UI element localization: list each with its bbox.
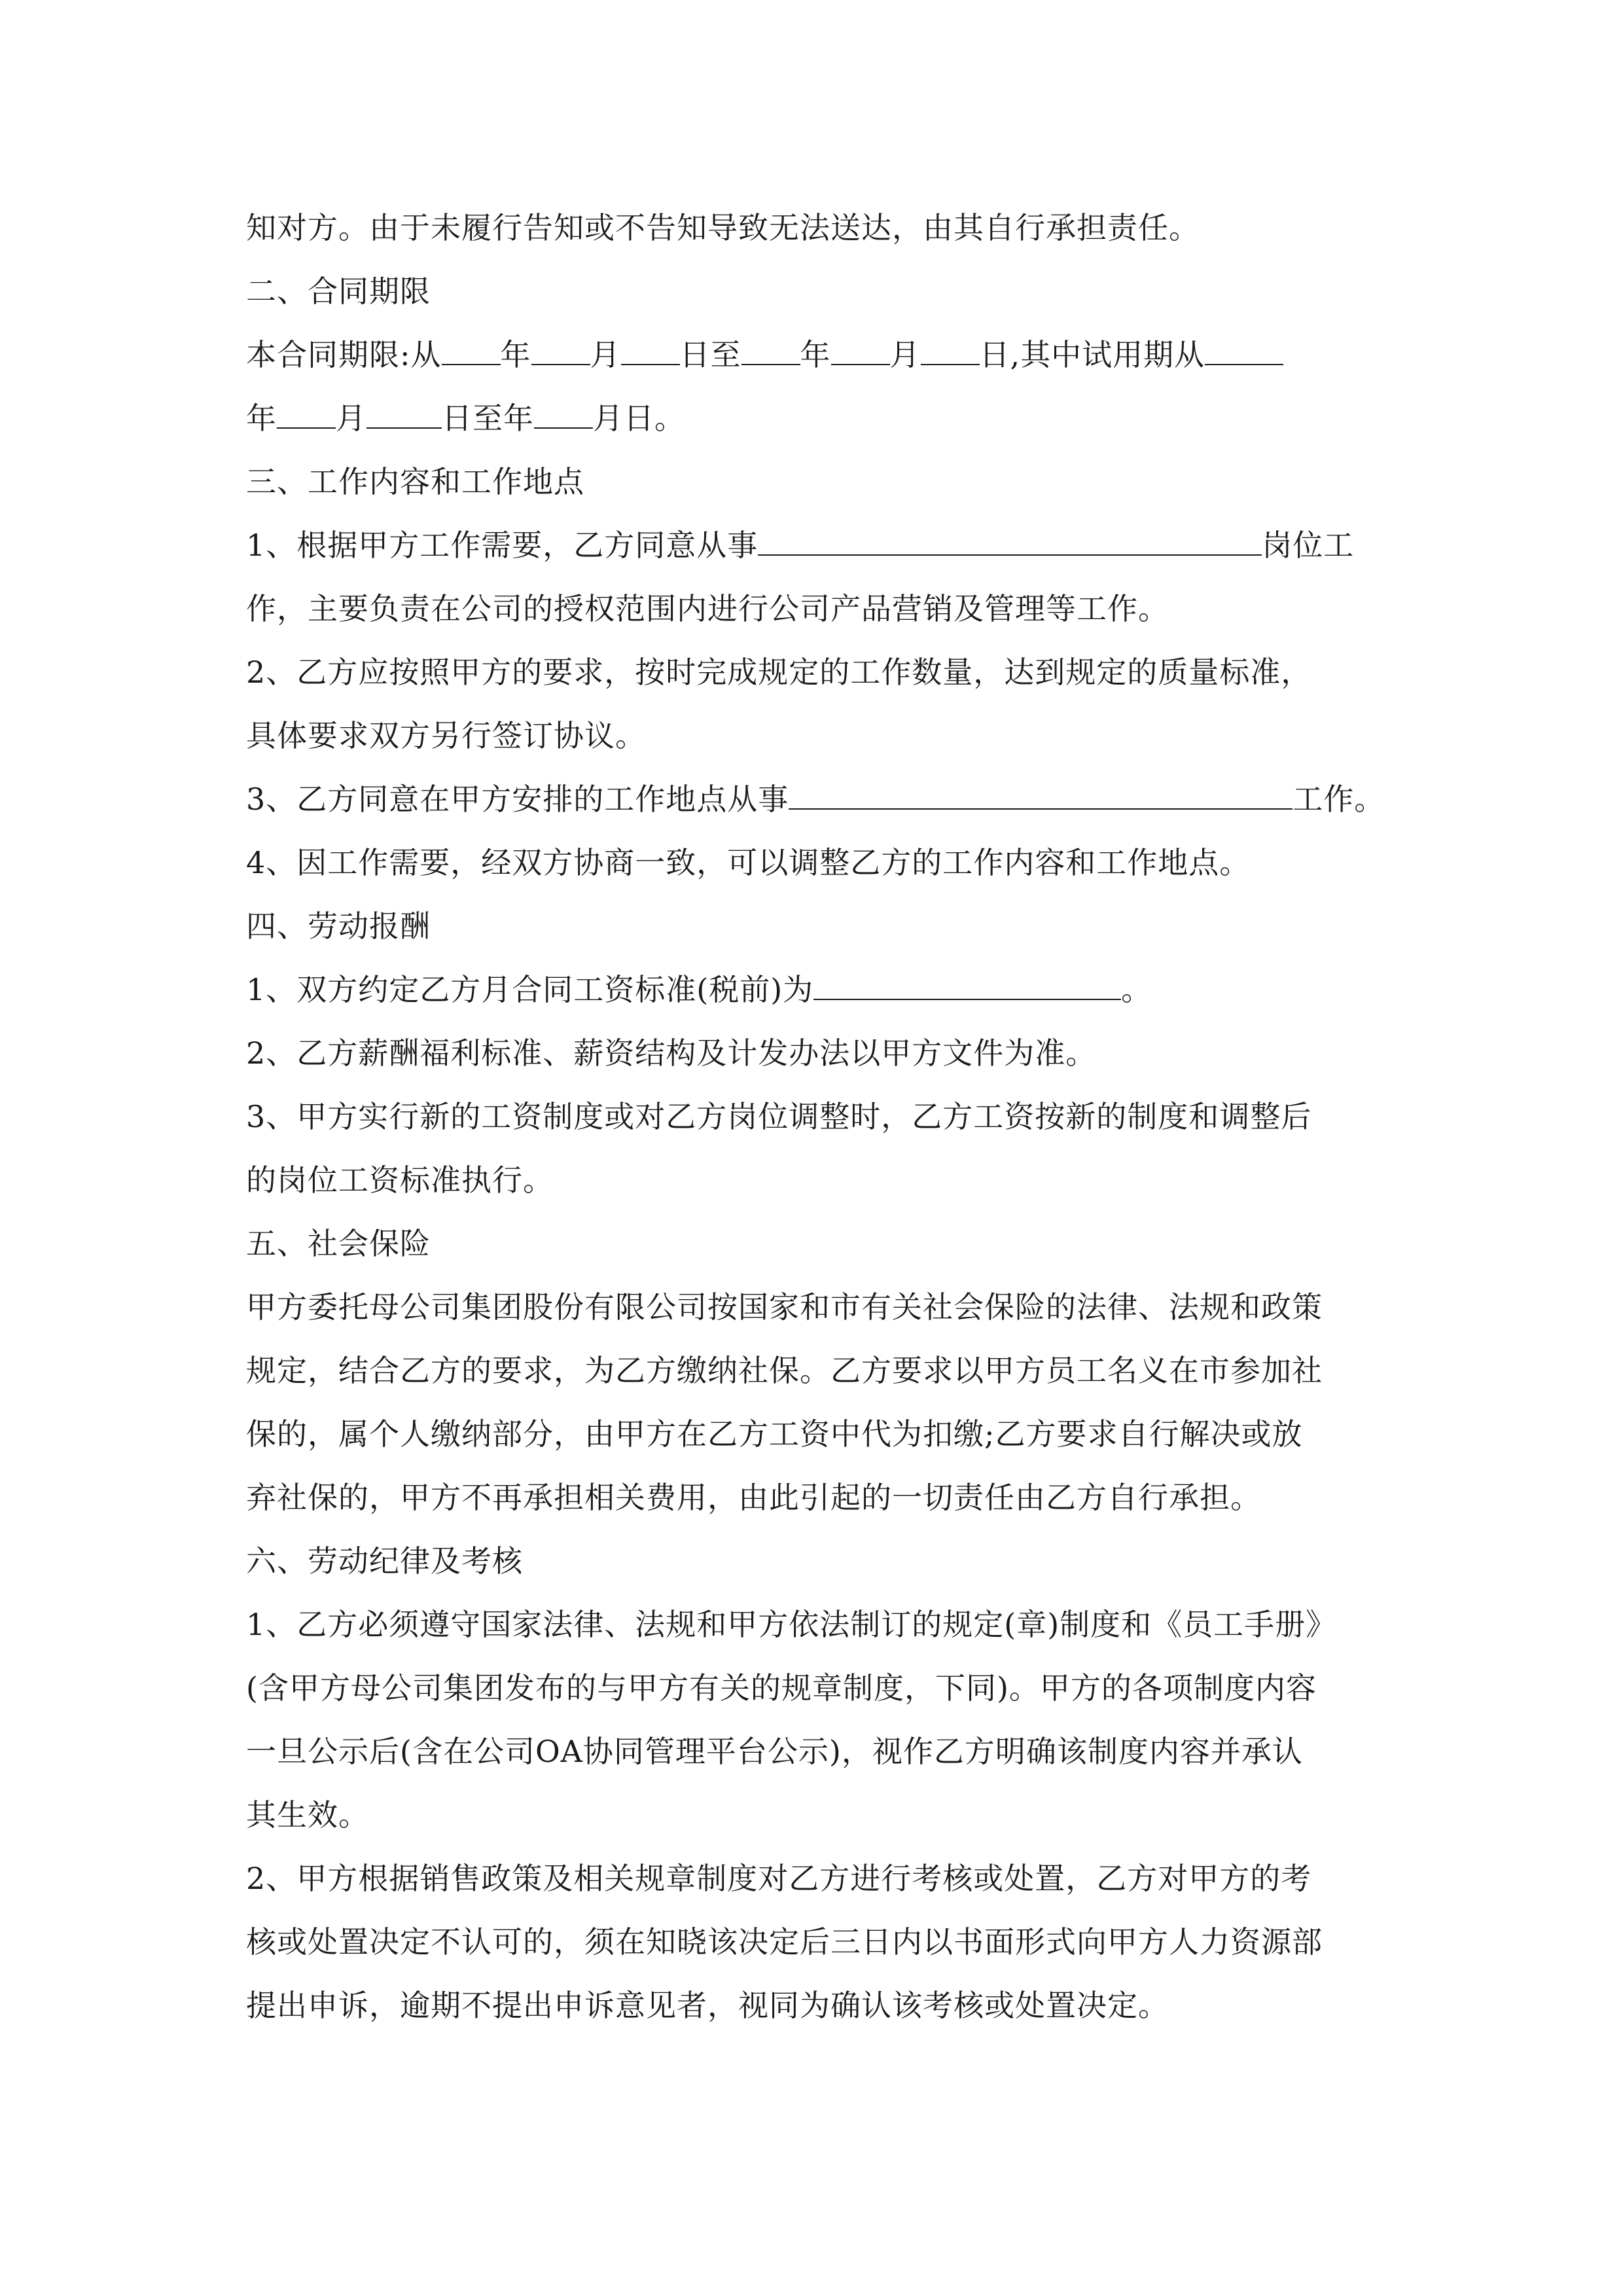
- text-segment: 1、双方约定乙方月合同工资标准(税前)为: [246, 972, 814, 1007]
- text-segment: 1、乙方必须遵守国家法律、法规和甲方依法制订的规定(章)制度和《员工手册》: [246, 1607, 1337, 1642]
- text-line: [246, 768, 1385, 831]
- text-segment: 三、工作内容和工作地点: [246, 464, 584, 499]
- text-segment: 弃社保的，甲方不再承担相关费用，由此引起的一切责任由乙方自行承担。: [246, 1480, 1261, 1515]
- fill-in-blank: [921, 363, 980, 365]
- text-line: [246, 577, 1380, 641]
- text-segment: 一旦公示后(含在公司OA协同管理平台公示)，视作乙方明确该制度内容并承认: [246, 1734, 1303, 1769]
- fill-in-blank: [277, 427, 336, 429]
- text-line: [246, 1974, 1380, 2037]
- section-heading-work: [246, 450, 1380, 514]
- text-segment: 本合同期限:从: [246, 337, 442, 372]
- text-segment: 六、劳动纪律及考核: [246, 1543, 523, 1579]
- text-segment: 具体要求双方另行签订协议。: [246, 718, 646, 753]
- text-segment: 月日。: [593, 401, 685, 436]
- text-line: [246, 1784, 1380, 1847]
- text-segment: 日至: [679, 337, 741, 372]
- text-line: [246, 1593, 1380, 1657]
- text-segment: 规定，结合乙方的要求，为乙方缴纳社保。乙方要求以甲方员工名义在市参加社: [246, 1353, 1323, 1388]
- text-segment: 。: [1121, 972, 1152, 1007]
- text-line: [246, 1149, 1380, 1212]
- text-line: [246, 1657, 1380, 1720]
- fill-in-blank: [758, 554, 1262, 556]
- text-line: [246, 831, 1380, 895]
- text-segment: 年: [246, 401, 277, 436]
- text-segment: 1、根据甲方工作需要，乙方同意从事: [246, 528, 758, 563]
- text-segment: 年: [800, 337, 831, 372]
- text-segment: 岗位工: [1262, 528, 1355, 563]
- text-segment: 2、甲方根据销售政策及相关规章制度对乙方进行考核或处置，乙方对甲方的考: [246, 1861, 1312, 1896]
- text-line: [246, 1022, 1380, 1085]
- text-segment: 五、社会保险: [246, 1226, 431, 1261]
- text-segment: 作，主要负责在公司的授权范围内进行公司产品营销及管理等工作。: [246, 591, 1169, 626]
- section-heading-pay: [246, 895, 1380, 958]
- text-segment: 甲方委托母公司集团股份有限公司按国家和市有关社会保险的法律、法规和政策: [246, 1289, 1323, 1325]
- text-line: [246, 704, 1380, 768]
- text-line: [246, 1910, 1380, 1974]
- text-line: [246, 1085, 1380, 1149]
- text-line: [246, 641, 1380, 704]
- text-segment: 日,其中试用期从: [979, 337, 1205, 372]
- fill-in-blank: [831, 363, 890, 365]
- text-line: [246, 514, 1380, 577]
- text-line: [246, 1466, 1380, 1530]
- contract-page: [246, 196, 1385, 2037]
- fill-in-blank: [534, 427, 593, 429]
- text-segment: 年: [500, 337, 531, 372]
- fill-in-blank: [789, 808, 1293, 810]
- text-segment: 2、乙方薪酬福利标准、薪资结构及计发办法以甲方文件为准。: [246, 1035, 1097, 1071]
- text-segment: 二、合同期限: [246, 274, 431, 309]
- text-segment: 3、甲方实行新的工资制度或对乙方岗位调整时，乙方工资按新的制度和调整后: [246, 1099, 1312, 1134]
- text-segment: 的岗位工资标准执行。: [246, 1162, 554, 1198]
- text-segment: 2、乙方应按照甲方的要求，按时完成规定的工作数量，达到规定的质量标准，: [246, 655, 1312, 690]
- text-segment: 4、因工作需要，经双方协商一致，可以调整乙方的工作内容和工作地点。: [246, 845, 1251, 880]
- text-line: [246, 1276, 1380, 1339]
- text-segment: 日至年: [442, 401, 534, 436]
- fill-in-blank: [813, 998, 1121, 1000]
- fill-in-blank: [621, 363, 680, 365]
- section-heading-term: [246, 260, 1380, 323]
- text-segment: 月: [889, 337, 921, 372]
- text-segment: (含甲方母公司集团发布的与甲方有关的规章制度，下同)。甲方的各项制度内容: [246, 1670, 1317, 1706]
- text-segment: 工作。: [1293, 781, 1385, 817]
- section-heading-insurance: [246, 1212, 1380, 1276]
- fill-in-blank: [531, 363, 590, 365]
- text-line: [246, 958, 1380, 1022]
- text-line: [246, 1720, 1380, 1784]
- text-segment: 3、乙方同意在甲方安排的工作地点从事: [246, 781, 789, 817]
- text-segment: 其生效。: [246, 1797, 369, 1833]
- text-segment: 月: [590, 337, 621, 372]
- section-heading-discipline: [246, 1530, 1380, 1593]
- text-segment: 月: [336, 401, 366, 436]
- text-segment: 核或处置决定不认可的，须在知晓该决定后三日内以书面形式向甲方人力资源部: [246, 1924, 1323, 1960]
- fill-in-blank: [442, 363, 501, 365]
- fill-in-blank: [366, 427, 442, 429]
- text-line: [246, 1339, 1380, 1403]
- text-line: [246, 323, 1380, 387]
- text-segment: 提出申诉，逾期不提出申诉意见者，视同为确认该考核或处置决定。: [246, 1988, 1169, 2023]
- text-segment: 保的，属个人缴纳部分，由甲方在乙方工资中代为扣缴;乙方要求自行解决或放: [246, 1416, 1303, 1452]
- text-line: [246, 1847, 1380, 1910]
- text-segment: 四、劳动报酬: [246, 908, 431, 944]
- text-line: [246, 387, 1380, 450]
- fill-in-blank: [741, 363, 800, 365]
- text-line: [246, 196, 1380, 260]
- text-segment: 知对方。由于未履行告知或不告知导致无法送达，由其自行承担责任。: [246, 210, 1200, 245]
- fill-in-blank: [1205, 363, 1283, 365]
- text-line: [246, 1403, 1380, 1466]
